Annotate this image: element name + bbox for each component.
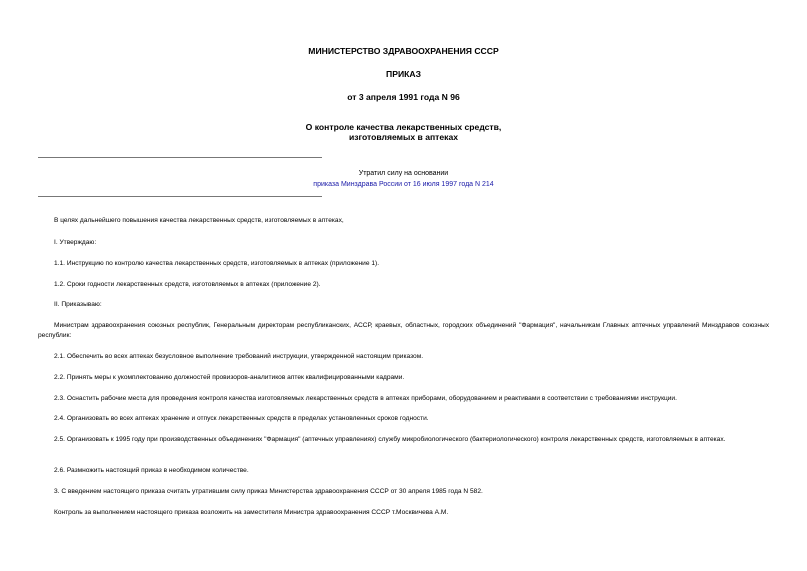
repeal-order-link[interactable]: приказа Минздрава России от 16 июля 1997 года N 214 <box>313 181 494 188</box>
bottom-divider <box>38 196 322 197</box>
paragraph-intro: В целях дальнейшего повышения качества лекарственных средств, изготовляемых в аптеках, <box>54 217 344 224</box>
document-type: ПРИКАЗ <box>386 69 421 79</box>
document-title-line1: О контроле качества лекарственных средств, <box>305 122 502 132</box>
document-title-line2: изготовляемых в аптеках <box>348 132 459 142</box>
paragraph-2-1: 2.1. Обеспечить во всех аптеках безусловное выполнение требований инструкции, утвержденной настоящим приказом. <box>54 353 424 360</box>
status-note-link-row <box>0 180 807 189</box>
paragraph-2-3: 2.3. Оснастить рабочие места для проведения контроля качества изготовляемых лекарственных средств в аптеках приборами, оборудованием и реактивами в соответствии с требованиями инструкции. <box>54 395 677 402</box>
paragraph-2-6: 2.6. Размножить настоящий приказ в необходимом количестве. <box>54 467 249 474</box>
paragraph-3: 3. С введением настоящего приказа считать утратившим силу приказ Министерства здравоохранения СССР от 30 апреля 1985 года N 582. <box>54 488 483 495</box>
ministry-heading: МИНИСТЕРСТВО ЗДРАВООХРАНЕНИЯ СССР <box>308 46 499 56</box>
paragraph-section-1: I. Утверждаю: <box>54 239 97 246</box>
status-note: Утратил силу на основании <box>358 170 449 177</box>
paragraph-addressees: Министрам здравоохранения союзных республик, Генеральным директорам республиканских, АССР, краевых, областных, городских объединений "Фармация", начальникам Главных аптечных управлений Минздравов союзных республик: <box>38 322 769 339</box>
document-date-number: от 3 апреля 1991 года N 96 <box>347 92 460 102</box>
paragraph-control: Контроль за выполнением настоящего приказа возложить на заместителя Министра здравоохранения СССР т.Москвичева А.М. <box>54 509 449 516</box>
paragraph-section-2: II. Приказываю: <box>54 301 102 308</box>
paragraph-1-2: 1.2. Сроки годности лекарственных средств, изготовляемых в аптеках (приложение 2). <box>54 281 321 288</box>
paragraph-2-5: 2.5. Организовать к 1995 году при производственных объединениях "Фармация" (аптечных управлениях) службу микробиологического (бактериологического) контроля лекарственных средств, изготовляемых в аптеках. <box>54 436 726 443</box>
paragraph-2-4: 2.4. Организовать во всех аптеках хранение и отпуск лекарственных средств в пределах установленных сроков годности. <box>54 415 429 422</box>
paragraph-1-1: 1.1. Инструкцию по контролю качества лекарственных средств, изготовляемых в аптеках (приложение 1). <box>54 260 380 267</box>
top-divider <box>38 157 322 158</box>
paragraph-2-2: 2.2. Принять меры к укомплектованию должностей провизоров-аналитиков аптек квалифицированными кадрами. <box>54 374 405 381</box>
